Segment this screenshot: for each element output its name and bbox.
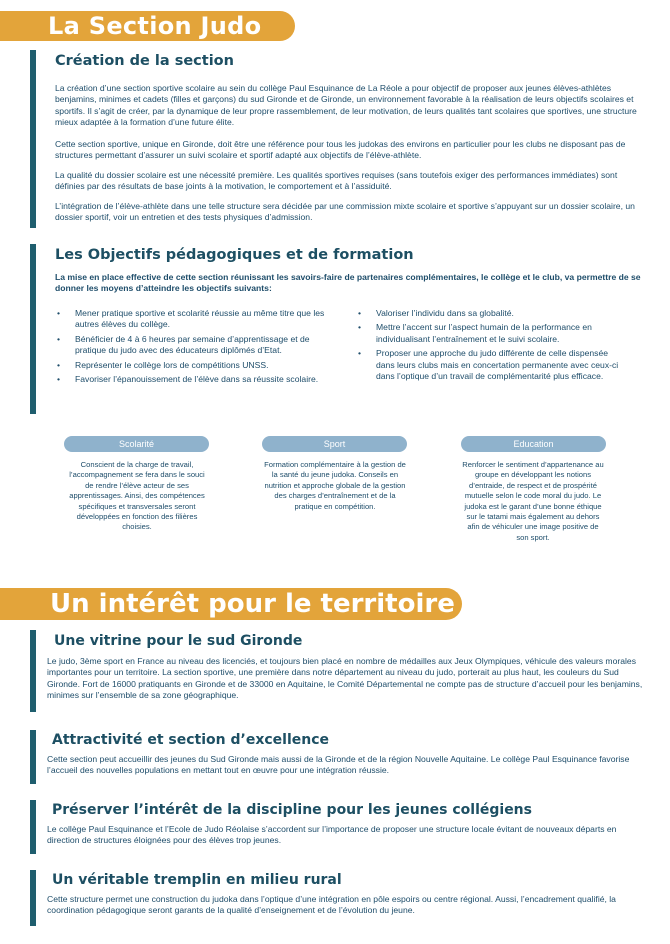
pillar-label-sport: Sport [262,436,407,452]
creation-paragraph: L’intégration de l’élève-athlète dans une telle structure sera décidée par une commission mixte scolaire et sportive s’appuyant sur un dossier scolaire, un dossier sportif, voir un entretien et des tests physiques d’admission. [55,201,635,223]
section-accent-bar [30,244,36,414]
objectifs-intro: La mise en place effective de cette section réunissant les savoirs-faire de partenaires complémentaires, le collège et le club, va permettre de se donner les moyens d’atteindre les objectifs suivants: [55,272,641,294]
list-item: • Représenter le collège lors de compétitions UNSS. [57,360,325,371]
pillar-label-scolarite: Scolarité [64,436,209,452]
tremplin-block [30,870,642,926]
creation-paragraph: Cette section sportive, unique en Gironde, doit être une référence pour tous les judokas des environs en particulier pour les clubs ne disposant pas de structures permettant d’assurer un suivi scolaire et sportif adapté aux objectifs de l’élève-athlète. [55,139,626,161]
attractivite-block [30,730,642,784]
pillar-text-sport: Formation complémentaire à la gestion de la santé du jeune judoka. Conseils en nutrition et approche globale de la gestion des charges d’entraînement et de la pratique en compétition. [264,460,406,511]
pillar-text-education: Renforcer le sentiment d’appartenance au groupe en développant les notions d’entraide, de respect et de prospérité mutuelle selon le code moral du judo. Le judoka est le garant d’une bonne éthique sur le tatami mais également au dehors afin de véhiculer une image positive de son sport. [462,460,604,542]
section-accent-bar [30,870,36,926]
preserver-title: Préserver l’intérêt de la discipline pour les jeunes collégiens [52,802,532,818]
section-accent-bar [30,50,36,228]
list-item: • Proposer une approche du judo différente de celle dispensée dans leurs clubs mais en concertation permanente avec ceux-ci dans l’optique d’un travail de complémentarité plus efficace. [358,348,628,382]
section-accent-bar [30,730,36,784]
pillar-text-scolarite: Conscient de la charge de travail, l’accompagnement se fera dans le souci de rendre l’élève acteur de ses apprentissages. Ainsi, des compétences spécifiques et transversales seront développées en fonction des filières choisies. [69,460,205,532]
list-item: • Valoriser l’individu dans sa globalité. [358,308,628,319]
section-accent-bar [30,800,36,854]
creation-title: Création de la section [55,53,234,69]
creation-paragraph: La qualité du dossier scolaire est une nécessité première. Les qualités sportives requises (sans toutefois exiger des performances immédiates) sont définies par des résultats de base joints à la motivation, le comportement et à l’assiduité. [55,170,618,192]
section-judo-banner [0,11,295,41]
creation-block [30,50,642,228]
preserver-text: Le collège Paul Esquinance et l’Ecole de Judo Réolaise s’accordent sur l’importance de proposer une structure locale évitant de nouveaux départs en direction de structures éloignées pour des élèves trop jeunes. [47,824,617,846]
territoire-title: Un intérêt pour le territoire [50,589,455,619]
section-accent-bar [30,630,36,712]
list-item: • Mener pratique sportive et scolarité réussie au même titre que les autres élèves du collège. [57,308,325,331]
preserver-block [30,800,642,854]
tremplin-text: Cette structure permet une construction du judoka dans l’optique d’une intégration en pôle espoirs ou centre régional. Aussi, l’encadrement qualifié, la coordination pédagogique seront garants de la qualité d’enseignement et de l’évolution du jeune. [47,894,616,916]
objectifs-right-list [358,308,628,385]
vitrine-title: Une vitrine pour le sud Gironde [54,633,303,649]
tremplin-title: Un véritable tremplin en milieu rural [52,872,342,888]
attractivite-text: Cette section peut accueillir des jeunes du Sud Gironde mais aussi de la Gironde et de la région Nouvelle Aquitaine. Le collège Paul Esquinance favorise l’accueil des nouvelles populations en mettant tout en œuvre pour une intégration réussie. [47,754,630,776]
section-judo-title: La Section Judo [48,12,262,40]
vitrine-text: Le judo, 3ème sport en France au niveau des licenciés, et toujours bien placé en nombre de médailles aux Jeux Olympiques, véhicule des valeurs morales importantes pour un territoire. La section sportive, une première dans notre département au niveau du judo, porterait au plus haut, les couleurs du Sud Gironde. Fort de 16000 pratiquants en Gironde et de 33000 en Aquitaine, le Comité Départemental ne compte pas de structure d’accueil pour les benjamins, minimes sur l’ensemble de sa zone géographique. [47,656,643,701]
territoire-banner [0,588,462,620]
creation-paragraph: La création d’une section sportive scolaire au sein du collège Paul Esquinance de La Réole a pour objectif de proposer aux jeunes élèves-athlètes benjamins, minimes et cadets (filles et garçons) du sud Gironde et de Gironde, un environnement favorable à la réalisation de leurs objectifs scolaires et sportifs. Il s’agit de créer, par la dynamique de leur propre rassemblement, de leur motivation, de leurs qualités tant scolaires que sportives, une structure mieux adaptée à la formation d’une future élite. [55,83,637,128]
attractivite-title: Attractivité et section d’excellence [52,732,329,748]
pillar-label-education: Education [461,436,606,452]
objectifs-left-list [57,308,325,388]
list-item: • Bénéficier de 4 à 6 heures par semaine d’apprentissage et de pratique du judo avec des éducateurs diplômés d’Etat. [57,334,325,357]
objectifs-block [30,244,642,414]
objectifs-title: Les Objectifs pédagogiques et de formation [55,247,414,263]
list-item: • Mettre l’accent sur l’aspect humain de la performance en individualisant l’entraînement et le suivi scolaire. [358,322,628,345]
list-item: • Favoriser l’épanouissement de l’élève dans sa réussite scolaire. [57,374,325,385]
vitrine-block [30,630,642,712]
